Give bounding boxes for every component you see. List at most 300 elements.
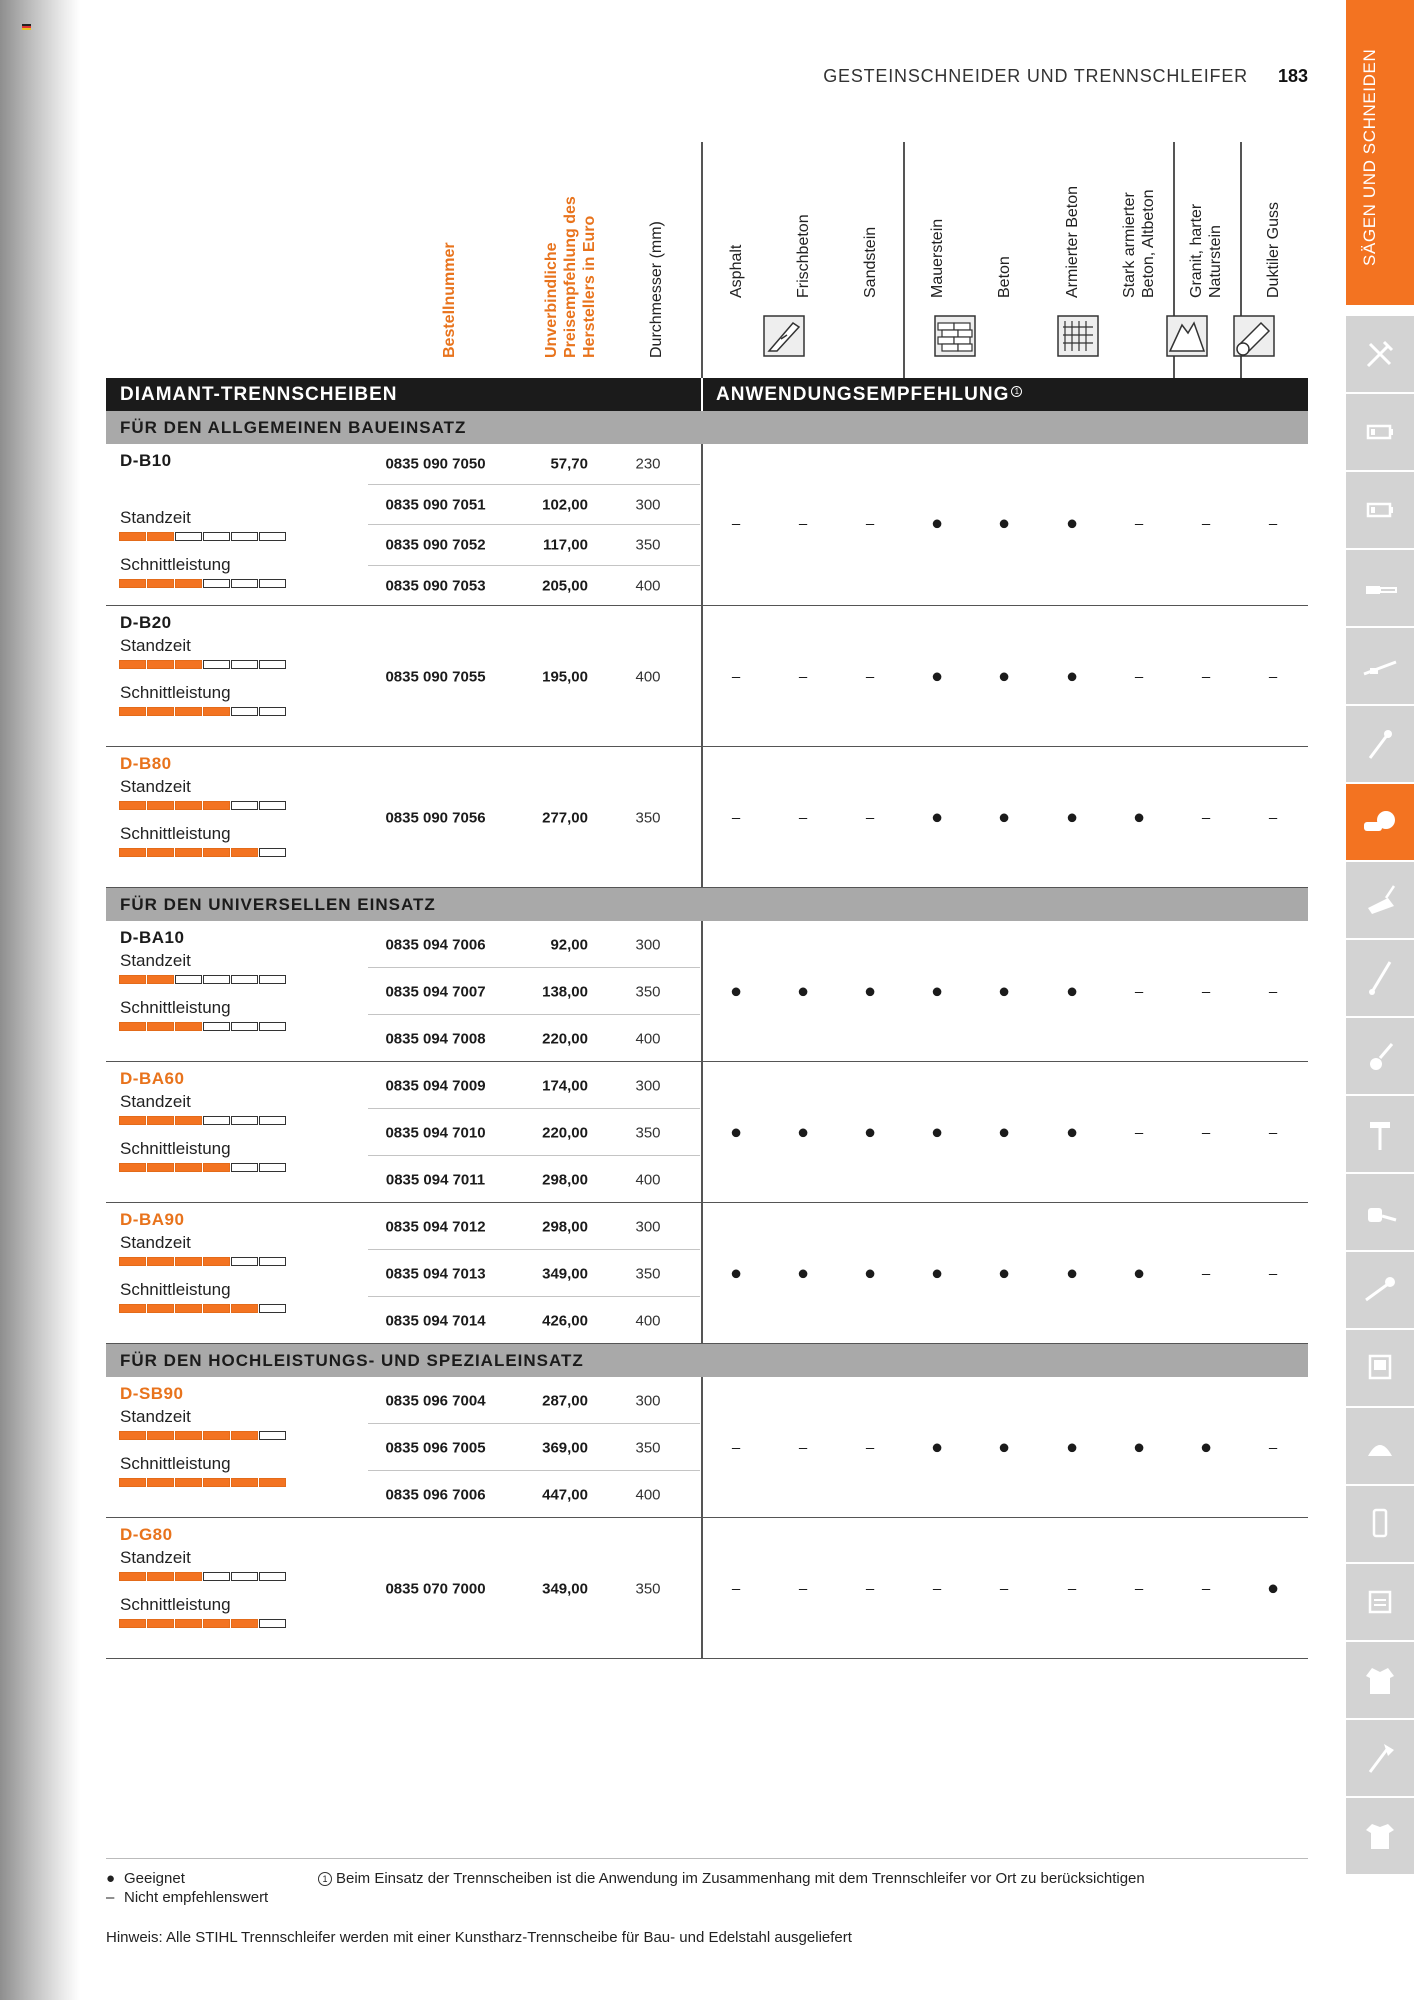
price: 57,70 xyxy=(550,455,588,473)
rating-segment xyxy=(259,1478,286,1487)
not-recommended-mark: – xyxy=(1067,1580,1077,1597)
suitable-mark: ● xyxy=(863,1121,877,1143)
metric-label-schnittleistung: Schnittleistung xyxy=(120,998,231,1017)
product-block xyxy=(106,747,1308,888)
running-header xyxy=(608,66,1308,87)
binding-shadow xyxy=(0,0,80,2000)
rating-segment xyxy=(203,975,230,984)
order-number: 0835 094 7007 xyxy=(385,983,486,1000)
rating-schnittleistung xyxy=(119,1304,286,1313)
col-head-material-line: Beton xyxy=(995,256,1013,298)
diameter: 400 xyxy=(635,1171,661,1188)
diameter: 400 xyxy=(635,668,661,685)
column-divider xyxy=(701,921,703,1061)
diameter: 400 xyxy=(635,1312,661,1329)
not-recommended-mark: – xyxy=(1268,1265,1278,1282)
battery-icon xyxy=(1360,490,1400,530)
suitable-mark: ● xyxy=(1065,512,1079,535)
product-name: D-BA60 xyxy=(120,1069,185,1088)
rating-segment xyxy=(147,801,174,810)
table-row xyxy=(368,747,700,888)
metric-label-schnittleistung: Schnittleistung xyxy=(120,555,231,574)
col-head-material-line: Naturstein xyxy=(1207,225,1224,298)
not-recommended-mark: – xyxy=(731,1580,741,1597)
table-row xyxy=(368,485,700,526)
rating-segment xyxy=(175,1116,202,1125)
rating-segment xyxy=(147,975,174,984)
tab-tiller[interactable] xyxy=(1346,1018,1414,1094)
shirt-icon xyxy=(1360,1816,1400,1856)
suitable-mark: ● xyxy=(997,1262,1011,1284)
rating-segment xyxy=(147,532,174,541)
tab-pole-saw[interactable] xyxy=(1346,628,1414,704)
product-name: D-B20 xyxy=(120,613,172,632)
rating-segment xyxy=(119,1572,146,1581)
rating-segment xyxy=(203,1304,230,1313)
product-block xyxy=(106,1377,1308,1518)
diameter: 350 xyxy=(635,1580,661,1597)
price: 349,00 xyxy=(542,1580,588,1597)
rating-segment xyxy=(203,1163,230,1172)
rating-segment xyxy=(231,1431,258,1440)
jacket-icon xyxy=(1360,1660,1400,1700)
rating-segment xyxy=(175,1431,202,1440)
tab-jacket[interactable] xyxy=(1346,1642,1414,1718)
metric-label-standzeit: Standzeit xyxy=(120,508,191,527)
tab-smartphone[interactable] xyxy=(1346,1486,1414,1562)
col-head-price-line: Preisempfehlung des xyxy=(561,196,579,358)
tab-brush-cutter[interactable] xyxy=(1346,940,1414,1016)
suitable-mark: ● xyxy=(930,980,944,1002)
tab-robot-mower[interactable] xyxy=(1346,1408,1414,1484)
col-head-material-5 xyxy=(1063,186,1082,298)
order-number: 0835 090 7050 xyxy=(385,455,486,473)
rating-segment xyxy=(259,801,286,810)
rating-segment xyxy=(259,1257,286,1266)
rating-segment xyxy=(119,660,146,669)
diameter: 400 xyxy=(635,1030,661,1047)
order-number: 0835 094 7009 xyxy=(385,1077,486,1094)
diameter: 350 xyxy=(635,983,661,1000)
table-row xyxy=(368,1250,700,1297)
rating-segment xyxy=(203,848,230,857)
product-name: D-B10 xyxy=(120,451,172,470)
table-row xyxy=(368,968,700,1015)
price: 349,00 xyxy=(542,1265,588,1282)
brick-icon xyxy=(934,315,976,357)
rating-segment xyxy=(203,579,230,588)
accessories-icon xyxy=(1360,1582,1400,1622)
order-number: 0835 090 7051 xyxy=(385,496,486,514)
rating-segment xyxy=(119,1257,146,1266)
tab-saegen-und-schneiden[interactable] xyxy=(1346,0,1414,305)
price: 195,00 xyxy=(542,668,588,685)
rating-segment xyxy=(175,848,202,857)
not-recommended-mark: – xyxy=(1134,668,1144,685)
order-number: 0835 096 7006 xyxy=(385,1486,486,1503)
suitable-mark: ● xyxy=(1065,1436,1079,1458)
tools-icon xyxy=(1360,334,1400,374)
bar-separator xyxy=(701,378,703,411)
tab-cut-off-saw[interactable] xyxy=(1346,784,1414,860)
legend-suitable-text: Geeignet xyxy=(124,1870,185,1887)
price: 369,00 xyxy=(542,1439,588,1456)
blower-icon xyxy=(1360,1192,1400,1232)
col-head-material-4 xyxy=(995,256,1014,298)
table-row xyxy=(368,921,700,968)
rating-segment xyxy=(231,1619,258,1628)
running-header-title: GESTEINSCHNEIDER UND TRENNSCHLEIFER xyxy=(823,66,1248,86)
tab-sprayer[interactable] xyxy=(1346,1252,1414,1328)
smartphone-icon xyxy=(1360,1504,1400,1544)
rating-segment xyxy=(175,707,202,716)
column-divider xyxy=(701,606,703,746)
suitable-mark: ● xyxy=(1065,1262,1079,1284)
rating-schnittleistung xyxy=(119,1478,286,1487)
rating-segment xyxy=(259,579,286,588)
rating-segment xyxy=(259,975,286,984)
diameter: 230 xyxy=(635,455,661,473)
rating-segment xyxy=(119,1022,146,1031)
col-head-material-7 xyxy=(1187,204,1225,298)
price: 298,00 xyxy=(542,1218,588,1235)
tab-chainsaw[interactable] xyxy=(1346,550,1414,626)
not-recommended-mark: – xyxy=(731,515,741,533)
rating-standzeit xyxy=(119,532,286,541)
rating-segment xyxy=(119,801,146,810)
language-flag-icon xyxy=(22,24,31,30)
rating-segment xyxy=(175,1619,202,1628)
rating-segment xyxy=(119,1478,146,1487)
not-recommended-mark: – xyxy=(1268,983,1278,1000)
rating-segment xyxy=(119,1116,146,1125)
col-head-material-line: Frischbeton xyxy=(794,214,812,298)
order-number: 0835 090 7056 xyxy=(385,809,486,826)
metric-label-schnittleistung: Schnittleistung xyxy=(120,1454,231,1473)
col-head-material-1 xyxy=(794,214,813,298)
suitable-mark: ● xyxy=(1199,1436,1213,1458)
rating-segment xyxy=(231,801,258,810)
product-block xyxy=(106,606,1308,747)
rating-segment xyxy=(175,660,202,669)
rating-segment xyxy=(147,1431,174,1440)
not-recommended-mark: – xyxy=(1268,809,1278,826)
rating-segment xyxy=(231,1163,258,1172)
col-head-diameter xyxy=(647,221,666,358)
rating-segment xyxy=(119,1163,146,1172)
rating-segment xyxy=(259,1304,286,1313)
order-number: 0835 096 7005 xyxy=(385,1439,486,1456)
rating-segment xyxy=(119,848,146,857)
price: 138,00 xyxy=(542,983,588,1000)
rating-schnittleistung xyxy=(119,1163,286,1172)
not-recommended-mark: – xyxy=(1134,1580,1144,1597)
not-recommended-mark: – xyxy=(731,809,741,826)
column-divider xyxy=(701,1062,703,1202)
price: 102,00 xyxy=(542,496,588,514)
table-row xyxy=(368,1015,700,1062)
rating-standzeit xyxy=(119,1431,286,1440)
col-head-price xyxy=(542,196,599,358)
tab-shirt[interactable] xyxy=(1346,1798,1414,1874)
battery-icon xyxy=(1360,412,1400,452)
rebar-icon xyxy=(1057,315,1099,357)
diameter: 300 xyxy=(635,1077,661,1094)
rating-segment xyxy=(203,1478,230,1487)
legend-not-recommended-mark: – xyxy=(106,1889,115,1906)
chainsaw-icon xyxy=(1360,568,1400,608)
rating-segment xyxy=(147,1163,174,1172)
tab-accessories[interactable] xyxy=(1346,1564,1414,1640)
metric-label-standzeit: Standzeit xyxy=(120,1407,191,1426)
metric-label-schnittleistung: Schnittleistung xyxy=(120,683,231,702)
suitable-mark: ● xyxy=(1065,665,1079,687)
table-row xyxy=(368,1297,700,1344)
rating-segment xyxy=(147,848,174,857)
footnote-text: Beim Einsatz der Trennscheiben ist die Anwendung im Zusammenhang mit dem Trennschleifer vor Ort zu berücksichtigen xyxy=(336,1870,1145,1887)
suitable-mark: ● xyxy=(1132,1262,1146,1284)
rating-schnittleistung xyxy=(119,1022,286,1031)
rating-segment xyxy=(231,579,258,588)
header-divider xyxy=(903,142,905,378)
rating-segment xyxy=(231,532,258,541)
rating-segment xyxy=(119,975,146,984)
not-recommended-mark: – xyxy=(1201,668,1211,685)
rating-segment xyxy=(231,1257,258,1266)
legend-not-recommended-text: Nicht empfehlenswert xyxy=(124,1889,269,1906)
rating-segment xyxy=(231,975,258,984)
product-name: D-SB90 xyxy=(120,1384,184,1403)
hint-text: Hinweis: Alle STIHL Trennschleifer werden mit einer Kunstharz-Trennscheibe für Bau- und Edelstahl ausgeliefert xyxy=(106,1929,852,1946)
category-tab-bar xyxy=(1346,0,1414,2000)
order-number: 0835 094 7006 xyxy=(385,936,486,953)
diameter: 300 xyxy=(635,1218,661,1235)
tab-lawn-mower[interactable] xyxy=(1346,862,1414,938)
suitable-mark: ● xyxy=(997,1436,1011,1458)
tab-blower[interactable] xyxy=(1346,1174,1414,1250)
col-head-material-line: Sandstein xyxy=(861,226,879,298)
rating-segment xyxy=(231,660,258,669)
col-head-order xyxy=(440,242,459,358)
price: 174,00 xyxy=(542,1077,588,1094)
metric-label-standzeit: Standzeit xyxy=(120,951,191,970)
tab-battery[interactable] xyxy=(1346,472,1414,548)
diameter: 350 xyxy=(635,1265,661,1282)
suitable-mark: ● xyxy=(997,512,1011,535)
rating-segment xyxy=(119,579,146,588)
product-block xyxy=(106,1062,1308,1203)
tab-battery[interactable] xyxy=(1346,394,1414,470)
col-head-material-line: Armierter Beton xyxy=(1063,185,1081,298)
column-divider xyxy=(701,747,703,887)
rating-segment xyxy=(119,1431,146,1440)
tab-tools[interactable] xyxy=(1346,316,1414,392)
rating-schnittleistung xyxy=(119,848,286,857)
table-row xyxy=(368,525,700,566)
column-divider xyxy=(701,444,703,605)
recommendation-title-text: ANWENDUNGSEMPFEHLUNG xyxy=(716,384,1010,405)
footer-divider xyxy=(106,1858,1308,1859)
product-block xyxy=(106,1203,1308,1344)
footnote xyxy=(318,1870,1145,1887)
not-recommended-mark: – xyxy=(1268,1124,1278,1141)
order-number: 0835 094 7010 xyxy=(385,1124,486,1141)
tab-earth-auger[interactable] xyxy=(1346,1096,1414,1172)
tiller-icon xyxy=(1360,1036,1400,1076)
product-block xyxy=(106,444,1308,606)
rating-segment xyxy=(119,532,146,541)
section-header xyxy=(106,888,1308,921)
hedge-trimmer-icon xyxy=(1360,724,1400,764)
col-head-diameter-line: Durchmesser (mm) xyxy=(647,221,665,358)
price: 447,00 xyxy=(542,1486,588,1503)
rating-segment xyxy=(147,707,174,716)
col-head-material-0 xyxy=(727,245,746,298)
suitable-mark: ● xyxy=(930,806,944,828)
column-divider xyxy=(701,1203,703,1343)
suitable-mark: ● xyxy=(930,1121,944,1143)
product-name: D-G80 xyxy=(120,1525,173,1544)
col-head-material-6 xyxy=(1120,189,1158,298)
suitable-mark: ● xyxy=(930,512,944,535)
not-recommended-mark: – xyxy=(865,668,875,685)
suitable-mark: ● xyxy=(997,980,1011,1002)
diameter: 350 xyxy=(635,536,661,554)
price: 298,00 xyxy=(542,1171,588,1188)
rating-schnittleistung xyxy=(119,1619,286,1628)
metric-label-standzeit: Standzeit xyxy=(120,1548,191,1567)
column-divider xyxy=(701,1518,703,1658)
rating-segment xyxy=(259,1572,286,1581)
diameter: 350 xyxy=(635,1124,661,1141)
suitable-mark: ● xyxy=(863,980,877,1002)
table-row xyxy=(368,1471,700,1518)
metric-label-standzeit: Standzeit xyxy=(120,1092,191,1111)
price: 220,00 xyxy=(542,1124,588,1141)
rating-segment xyxy=(175,579,202,588)
rating-segment xyxy=(231,1022,258,1031)
metric-label-schnittleistung: Schnittleistung xyxy=(120,1595,231,1614)
suitable-mark: ● xyxy=(796,1262,810,1284)
cut-off-saw-icon xyxy=(1360,802,1400,842)
order-number: 0835 094 7013 xyxy=(385,1265,486,1282)
not-recommended-mark: – xyxy=(1134,515,1144,533)
not-recommended-mark: – xyxy=(798,1439,808,1456)
suitable-mark: ● xyxy=(997,1121,1011,1143)
not-recommended-mark: – xyxy=(798,809,808,826)
rating-schnittleistung xyxy=(119,707,286,716)
table-title: DIAMANT-TRENNSCHEIBEN xyxy=(120,384,398,405)
rating-segment xyxy=(203,1022,230,1031)
rating-segment xyxy=(231,1304,258,1313)
suitable-mark: ● xyxy=(863,1262,877,1284)
legend-not-recommended xyxy=(106,1889,268,1906)
rating-segment xyxy=(175,1163,202,1172)
rating-segment xyxy=(175,1022,202,1031)
not-recommended-mark: – xyxy=(1201,809,1211,826)
col-head-material-line: Asphalt xyxy=(727,244,745,298)
not-recommended-mark: – xyxy=(865,515,875,533)
not-recommended-mark: – xyxy=(865,1580,875,1597)
not-recommended-mark: – xyxy=(999,1580,1009,1597)
metric-label-standzeit: Standzeit xyxy=(120,1233,191,1252)
rating-standzeit xyxy=(119,801,286,810)
order-number: 0835 094 7008 xyxy=(385,1030,486,1047)
tab-cleaner[interactable] xyxy=(1346,1330,1414,1406)
col-head-material-line: Stark armierter xyxy=(1121,192,1138,298)
rating-segment xyxy=(175,1304,202,1313)
rating-segment xyxy=(203,660,230,669)
not-recommended-mark: – xyxy=(865,1439,875,1456)
order-number: 0835 070 7000 xyxy=(385,1580,486,1597)
table-row xyxy=(368,1156,700,1203)
table-row xyxy=(368,606,700,747)
col-head-material-2 xyxy=(861,227,880,298)
suitable-mark: ● xyxy=(729,1262,743,1284)
rating-segment xyxy=(259,660,286,669)
col-head-material-line: Beton, Altbeton xyxy=(1140,189,1157,298)
not-recommended-mark: – xyxy=(1201,1580,1211,1597)
not-recommended-mark: – xyxy=(731,668,741,685)
col-head-material-3 xyxy=(928,219,947,298)
suitable-mark: ● xyxy=(1065,980,1079,1002)
rating-segment xyxy=(147,1257,174,1266)
table-row xyxy=(368,1518,700,1659)
metric-label-schnittleistung: Schnittleistung xyxy=(120,824,231,843)
rating-segment xyxy=(147,1116,174,1125)
rating-segment xyxy=(203,1431,230,1440)
diameter: 300 xyxy=(635,496,661,514)
page-number: 183 xyxy=(1277,66,1308,86)
tab-axe[interactable] xyxy=(1346,1720,1414,1796)
rating-segment xyxy=(175,1257,202,1266)
legend-suitable xyxy=(106,1870,185,1887)
brush-cutter-icon xyxy=(1360,958,1400,998)
not-recommended-mark: – xyxy=(798,1580,808,1597)
recommendation-title xyxy=(716,378,1022,411)
suitable-mark: ● xyxy=(796,980,810,1002)
price: 92,00 xyxy=(550,936,588,953)
section-title: FÜR DEN ALLGEMEINEN BAUEINSATZ xyxy=(120,418,467,437)
suitable-mark: ● xyxy=(729,980,743,1002)
order-number: 0835 090 7055 xyxy=(385,668,486,685)
lawn-mower-icon xyxy=(1360,880,1400,920)
rating-segment xyxy=(259,1163,286,1172)
suitable-mark: ● xyxy=(997,665,1011,687)
order-number: 0835 096 7004 xyxy=(385,1392,486,1409)
section-header xyxy=(106,1344,1308,1377)
footnote-number: 1 xyxy=(318,1872,332,1886)
table-header-bar xyxy=(106,378,1308,411)
order-number: 0835 090 7053 xyxy=(385,577,486,595)
rating-segment xyxy=(203,1257,230,1266)
order-number: 0835 094 7012 xyxy=(385,1218,486,1235)
tab-hedge-trimmer[interactable] xyxy=(1346,706,1414,782)
rating-segment xyxy=(147,1022,174,1031)
rating-standzeit xyxy=(119,1116,286,1125)
granite-icon xyxy=(1166,315,1208,357)
rating-segment xyxy=(203,1619,230,1628)
metric-label-schnittleistung: Schnittleistung xyxy=(120,1139,231,1158)
diameter: 400 xyxy=(635,1486,661,1503)
suitable-mark: ● xyxy=(1065,1121,1079,1143)
col-head-material-8 xyxy=(1264,202,1283,298)
not-recommended-mark: – xyxy=(1201,1124,1211,1141)
order-number: 0835 094 7014 xyxy=(385,1312,486,1329)
diameter: 300 xyxy=(635,1392,661,1409)
rating-segment xyxy=(175,1478,202,1487)
product-name: D-BA10 xyxy=(120,928,185,947)
